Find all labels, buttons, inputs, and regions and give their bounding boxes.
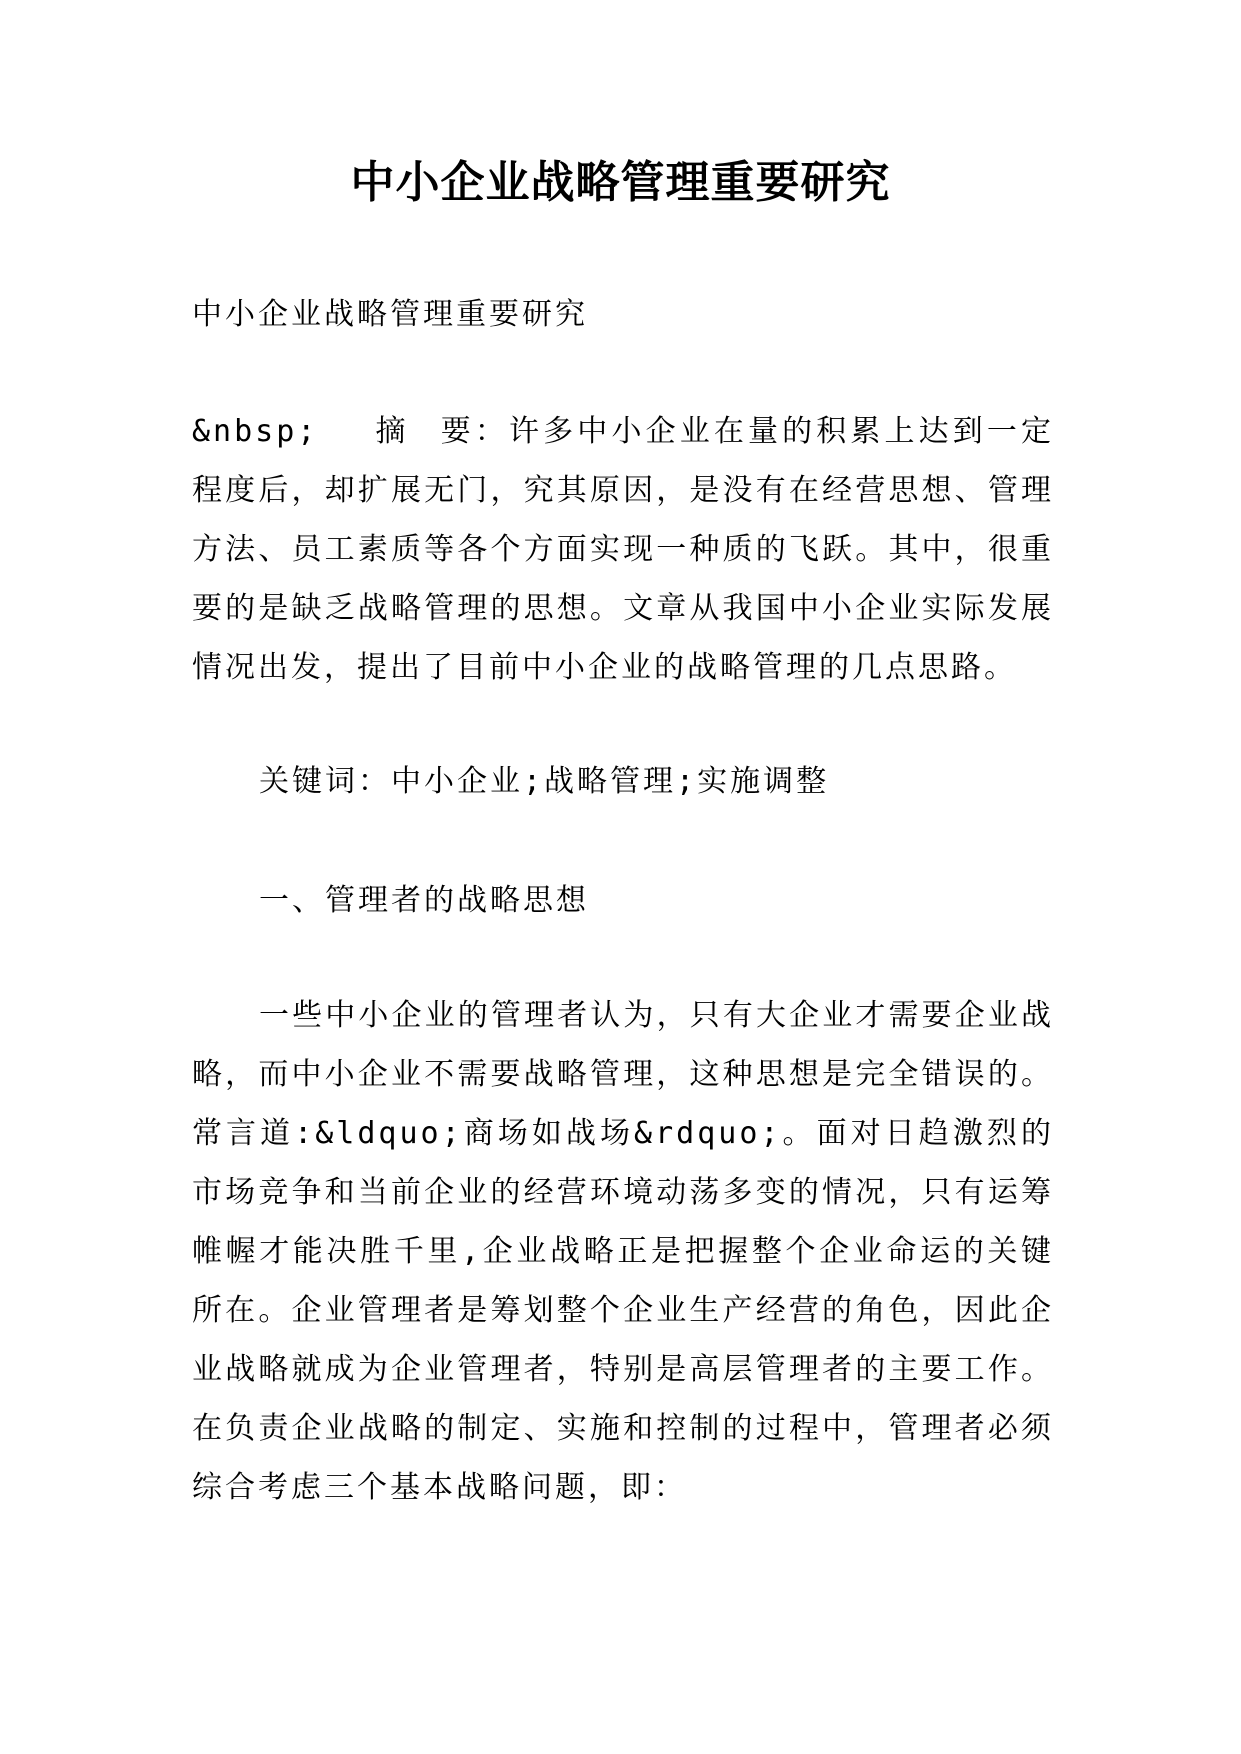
keywords-line: 关键词：中小企业;战略管理;实施调整 [259,764,830,799]
abstract-prefix: &nbsp; [192,414,319,449]
abstract-label-char1: 摘 [374,414,410,449]
document-subtitle: 中小企业战略管理重要研究 [192,297,588,332]
abstract-text: 许多中小企业在量的积累上达到一定程度后，却扩展无门，究其原因，是没有在经营思想、管理方法、员工素质等各个方面实现一种质的飞跃。其中，很重要的是缺乏战略管理的思想。文章从我国中小企业实际发展情况出发，提出了目前中小企业的战略管理的几点思路。 [192,414,1055,685]
section-heading: 一、管理者的战略思想 [259,883,589,918]
body-paragraph: 一些中小企业的管理者认为，只有大企业才需要企业战略，而中小企业不需要战略管理，这种思想是完全错误的。常言道:&ldquo;商场如战场&rdquo;。面对日趋激烈的市场竞争和当前企业的经营环境动荡多变的情况，只有运筹帷幄才能决胜千里,企业战略正是把握整个企业命运的关键所在。企业管理者是筹划整个企业生产经营的角色，因此企业战略就成为企业管理者，特别是高层管理者的主要工作。在负责企业战略的制定、实施和控制的过程中，管理者必须综合考虑三个基本战略问题，即： [192,998,1054,1505]
abstract-label-char2: 要： [439,414,510,449]
abstract-paragraph [192,402,1054,697]
document-title: 中小企业战略管理重要研究 [350,157,891,208]
